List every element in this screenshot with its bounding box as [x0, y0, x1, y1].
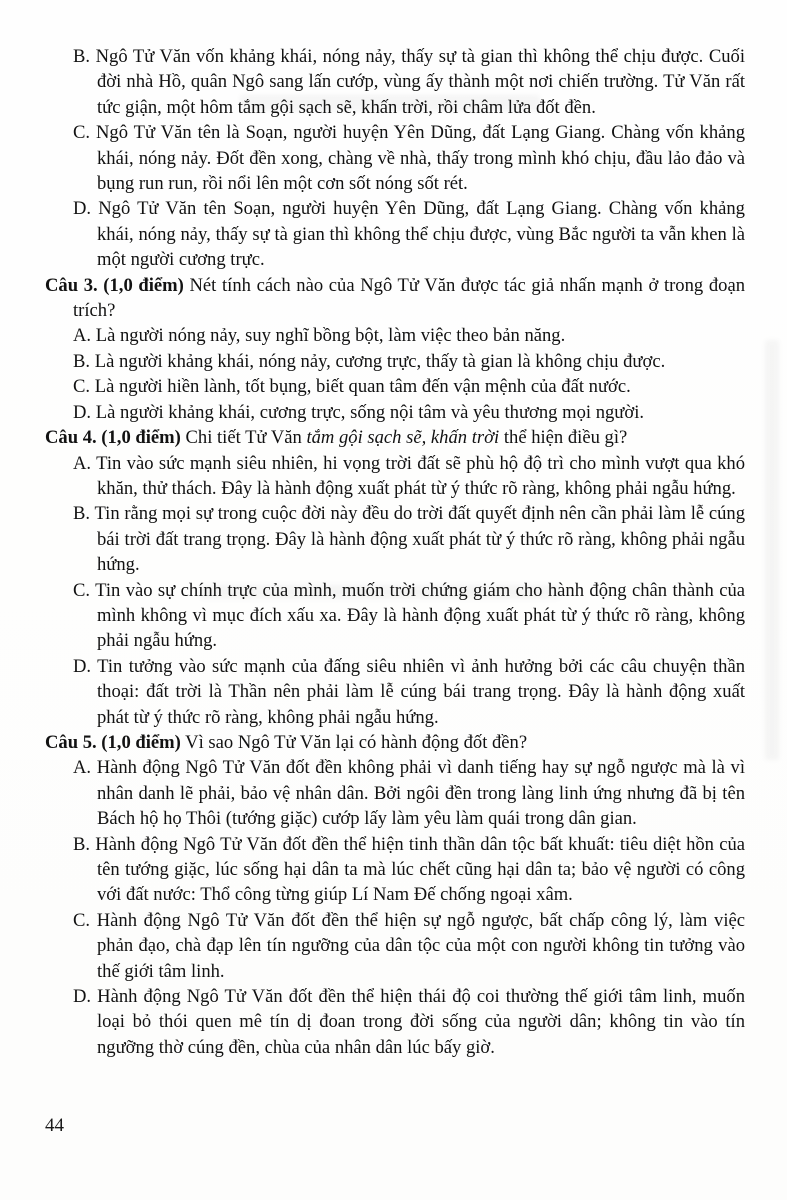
question-3	[45, 273, 745, 324]
option-letter: B.	[73, 833, 91, 855]
question-label: Câu 5. (1,0 điểm)	[45, 731, 181, 753]
option-text: Tin vào sự chính trực của mình, muốn trời chứng giám cho hành động chân thành của mình không vì mục đích xấu xa. Đây là hành động xuất phát từ ý thức rõ ràng, không phải ngẫu hứng.	[95, 579, 745, 652]
option-letter: A.	[73, 757, 92, 779]
option-text: Là người khảng khái, cương trực, sống nội tâm và yêu thương mọi người.	[95, 401, 645, 423]
scan-artifact	[765, 340, 779, 760]
question-prompt: Nét tính cách nào của Ngô Tử Văn được tác giả nhấn mạnh ở trong đoạn trích?	[73, 274, 745, 322]
question-prompt-end: thể hiện điều gì?	[499, 427, 628, 449]
option-text: Hành động Ngô Tử Văn đốt đền thể hiện sự ngỗ ngược, bất chấp công lý, làm việc phản đạo, chà đạp lên tín ngưỡng của dân tộc của một con người không tin tưởng vào thế giới tâm linh.	[96, 909, 745, 982]
question-5	[45, 730, 745, 755]
option-letter: A.	[73, 325, 92, 347]
answer-option-c-carryover	[45, 120, 745, 196]
option-text: Tin rằng mọi sự trong cuộc đời này đều do trời đất quyết định nên cần phải làm lễ cúng bái trời đất trang trọng. Đây là hành động xuất phát từ ý thức rõ ràng, không phải ngẫu hứng.	[94, 503, 745, 576]
question-4-option-d	[45, 654, 745, 730]
option-letter: A.	[73, 452, 92, 474]
option-letter: D.	[73, 986, 92, 1008]
question-3-option-b	[45, 349, 745, 374]
question-5-option-c	[45, 908, 745, 984]
question-4-option-b	[45, 501, 745, 577]
option-letter: C.	[73, 376, 91, 398]
option-text: Ngô Tử Văn tên Soạn, người huyện Yên Dũng, đất Lạng Giang. Chàng vốn khảng khái, nóng nảy, thấy sự tà gian thì không thể chịu được, vùng Bắc người ta vẫn khen là một người cương trực.	[97, 198, 745, 271]
option-text: Ngô Tử Văn tên là Soạn, người huyện Yên Dũng, đất Lạng Giang. Chàng vốn khảng khái, nóng nảy. Đốt đền xong, chàng về nhà, thấy trong mình khó chịu, đầu lảo đảo và bụng run run, rồi nổi lên một cơn sốt nóng sốt rét.	[96, 122, 745, 195]
option-letter: D.	[73, 401, 92, 423]
option-text: Là người hiền lành, tốt bụng, biết quan tâm đến vận mệnh của đất nước.	[94, 376, 631, 398]
question-prompt-quote: tắm gội sạch sẽ, khấn trời	[306, 427, 500, 449]
question-3-option-c	[45, 374, 745, 399]
answer-option-b-carryover	[45, 44, 745, 120]
question-label: Câu 4. (1,0 điểm)	[45, 427, 181, 449]
question-3-option-d	[45, 400, 745, 425]
option-text: Hành động Ngô Tử Văn đốt đền không phải vì danh tiếng hay sự ngỗ ngược mà là vì nhân danh lẽ phải, bảo vệ nhân dân. Bởi ngôi đền trong làng linh ứng nhưng đã bị tên Bách hộ họ Thôi (tướng giặc) cướp lấy làm yêu làm quái trong dân gian.	[96, 757, 745, 830]
question-4-option-a	[45, 451, 745, 502]
page-number: 44	[45, 1115, 64, 1136]
option-text: Ngô Tử Văn vốn khảng khái, nóng nảy, thấy sự tà gian thì không thể chịu được. Cuối đời nhà Hồ, quân Ngô sang lấn cướp, vùng ấy thành một nơi chiến trường. Tử Văn rất tức giận, một hôm tắm gội sạch sẽ, khấn trời, rồi châm lửa đốt đền.	[95, 46, 745, 118]
question-prompt: Vì sao Ngô Tử Văn lại có hành động đốt đền?	[185, 731, 528, 753]
option-text: Tin vào sức mạnh siêu nhiên, hi vọng trời đất sẽ phù hộ độ trì cho mình vượt qua khó khăn, thử thách. Đây là hành động xuất phát từ ý thức rõ ràng, không phải ngẫu hứng.	[96, 452, 745, 499]
question-3-option-a	[45, 323, 745, 348]
question-5-option-a	[45, 755, 745, 831]
question-label: Câu 3. (1,0 điểm)	[45, 274, 184, 296]
option-letter: C.	[73, 909, 91, 931]
option-text: Hành động Ngô Tử Văn đốt đền thể hiện tinh thần dân tộc bất khuất: tiêu diệt hồn của tên tướng giặc, lúc sống hại dân ta mà lúc chết cũng hại dân ta; bảo vệ người có công với đất nước: Thổ công từng giúp Lí Nam Đế chống ngoại xâm.	[95, 833, 745, 906]
option-letter: C.	[73, 579, 91, 601]
option-letter: B.	[73, 503, 91, 525]
option-letter: D.	[73, 655, 92, 677]
option-text: Tin tưởng vào sức mạnh của đấng siêu nhiên vì ảnh hưởng bởi các câu chuyện thần thoại: đất trời là Thần nên phải làm lễ cúng bái trang trọng. Đây là hành động xuất phát từ ý thức rõ ràng, không phải ngẫu hứng.	[97, 655, 745, 728]
question-prompt-start: Chi tiết Tử Văn	[185, 427, 307, 449]
question-4-option-c	[45, 578, 745, 654]
option-letter: B.	[73, 350, 91, 372]
option-text: Là người nóng nảy, suy nghĩ bồng bột, làm việc theo bản năng.	[95, 325, 566, 347]
exam-text-block	[45, 44, 745, 1060]
question-4	[45, 425, 745, 450]
option-text: Hành động Ngô Tử Văn đốt đền thể hiện thái độ coi thường thế giới tâm linh, muốn loại bỏ thói quen mê tín dị đoan trong đời sống của người dân; không tin vào tín ngưỡng thờ cúng đền, chùa của nhân dân lúc bấy giờ.	[97, 986, 745, 1058]
option-letter: D.	[73, 198, 92, 220]
option-text: Là người khảng khái, nóng nảy, cương trực, thấy tà gian là không chịu được.	[94, 350, 666, 372]
option-letter: C.	[73, 122, 91, 144]
question-5-option-d	[45, 984, 745, 1060]
answer-option-d-carryover	[45, 196, 745, 272]
option-letter: B.	[73, 46, 91, 67]
question-5-option-b	[45, 832, 745, 908]
